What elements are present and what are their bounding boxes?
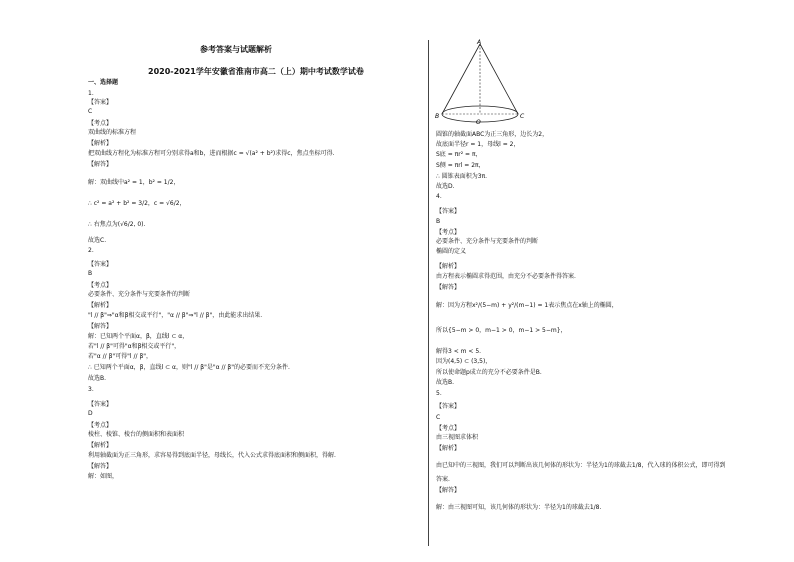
left-text-line: 2.	[88, 247, 94, 254]
left-text-line: ∴ c² = a² + b² = 3/2，c = √6/2，	[88, 200, 186, 207]
left-text-line: 故选C.	[88, 237, 107, 244]
left-text-line: 3.	[88, 386, 94, 393]
left-text-line: 【解答】	[88, 161, 113, 168]
left-text-line: 【答案】	[88, 261, 113, 268]
left-text-line: 【解析】	[88, 442, 113, 449]
right-text-line: 所以{5−m > 0，m−1 > 0，m−1 > 5−m}，	[436, 327, 567, 334]
right-text-line: 【解析】	[436, 445, 461, 452]
right-text-line: 由已知中的三视图，我们可以判断出该几何体的形状为：半径为1的球截去1/8，代入球的体积公式，即可得到	[436, 462, 726, 469]
right-text-line: 由三视图求体积	[436, 434, 479, 441]
left-text-line: 【答案】	[88, 99, 113, 106]
left-text-line: 棱柱、棱锥、棱台的侧面积和表面积	[88, 431, 185, 438]
right-text-line: 所以使命题p成立的充分不必要条件是B.	[436, 369, 542, 376]
left-text-line: 【考点】	[88, 282, 113, 289]
right-text-line: C	[436, 414, 441, 421]
label-c: C	[520, 113, 525, 120]
left-text-line: 【解答】	[88, 323, 113, 330]
left-text-line: 【解析】	[88, 140, 113, 147]
right-text-line: 必要条件、充分条件与充要条件的判断	[436, 238, 539, 245]
right-text-line: 4.	[436, 193, 442, 200]
right-text-line: S侧 = πrl = 2π，	[436, 162, 485, 169]
left-text-line: D	[88, 410, 93, 417]
left-text-line: B	[88, 270, 93, 277]
page-title: 参考答案与试题解析	[200, 45, 272, 54]
left-text-line: 【考点】	[88, 120, 113, 127]
left-text-line: 【解答】	[88, 463, 113, 470]
right-text-line: 故选B.	[436, 379, 455, 386]
left-text-line: "l // β"⇒"α和β相交或平行"，"α // β"⇒"l // β"，由此能求出结果.	[88, 312, 263, 319]
right-text-line: 【考点】	[436, 229, 461, 236]
label-b: B	[435, 113, 440, 120]
left-text-line: ∴ 右焦点为(√6/2, 0).	[88, 221, 146, 228]
right-text-line: 【解答】	[436, 487, 461, 494]
left-text-line: ∴ 已知两个平面α，β，直线l ⊂ α，则"l // β"是"α // β"的必要而不充分条件.	[88, 364, 290, 371]
left-text-line: 双曲线的标准方程	[88, 129, 137, 136]
label-a: A	[477, 39, 482, 46]
right-text-line: 5.	[436, 390, 442, 397]
right-text-line: B	[436, 218, 441, 225]
right-text-line: S底 = πr² = π，	[436, 151, 482, 158]
right-text-line: 【解答】	[436, 284, 461, 291]
left-text-line: 【答案】	[88, 401, 113, 408]
cone-figure	[434, 38, 534, 128]
right-text-line: 故底面半径r = 1，母线l = 2，	[436, 141, 520, 148]
left-text-line: C	[88, 108, 93, 115]
left-text-line: 故选B.	[88, 375, 107, 382]
right-text-line: 答案.	[436, 476, 450, 483]
right-text-line: 圆锥的轴截面ABC为正三角形，边长为2，	[436, 131, 549, 138]
left-text-line: 若"l // β"可得"α和β相交或平行"，	[88, 343, 181, 350]
left-text-line: 【解析】	[88, 302, 113, 309]
column-divider	[428, 40, 429, 546]
left-text-line: 解：双曲线中a² = 1，b² = 1/2，	[88, 179, 180, 186]
left-text-line: 把双曲线方程化为标准方程可分别求得a和b，进而根据c = √(a² + b²)求得c，焦点坐标可得.	[88, 150, 335, 157]
right-text-line: ∴ 圆锥表面积为3π.	[436, 173, 488, 180]
right-text-line: 故选D.	[436, 183, 455, 190]
right-text-line: 【答案】	[436, 208, 461, 215]
left-text-line: 【考点】	[88, 422, 113, 429]
left-text-line: 解：已知两个平面α，β，直线l ⊂ α，	[88, 333, 189, 340]
right-text-line: 【答案】	[436, 403, 461, 410]
label-o: O	[476, 119, 481, 126]
left-text-line: 利用轴截面为正三角形，求容易得到底面半径，母线长，代入公式求得底面积和侧面积，得解.	[88, 452, 336, 459]
exam-title: 2020-2021学年安徽省淮南市高二（上）期中考试数学试卷	[148, 67, 364, 76]
right-text-line: 解得3 < m < 5.	[436, 348, 482, 355]
left-text-line: 若"α // β"可得"l // β"，	[88, 353, 153, 360]
left-text-line: 一、选择题	[88, 79, 119, 86]
right-text-line: 【解析】	[436, 263, 461, 270]
right-text-line: 由方程表示椭圆求得范围，由充分不必要条件得答案.	[436, 273, 576, 280]
right-text-line: 【考点】	[436, 425, 461, 432]
right-text-line: 解：由三视图可知，该几何体的形状为：半径为1的球截去1/8.	[436, 504, 602, 511]
right-text-line: 椭圆的定义	[436, 248, 467, 255]
left-text-line: 必要条件、充分条件与充要条件的判断	[88, 291, 191, 298]
left-text-line: 解：如图，	[88, 473, 119, 480]
left-text-line: 1.	[88, 90, 94, 97]
right-text-line: 解：因为方程x²/(5−m) + y²/(m−1) = 1表示焦点在x轴上的椭圆，	[436, 302, 618, 309]
right-text-line: 因为(4,5) ⊂ (3,5)，	[436, 358, 492, 365]
